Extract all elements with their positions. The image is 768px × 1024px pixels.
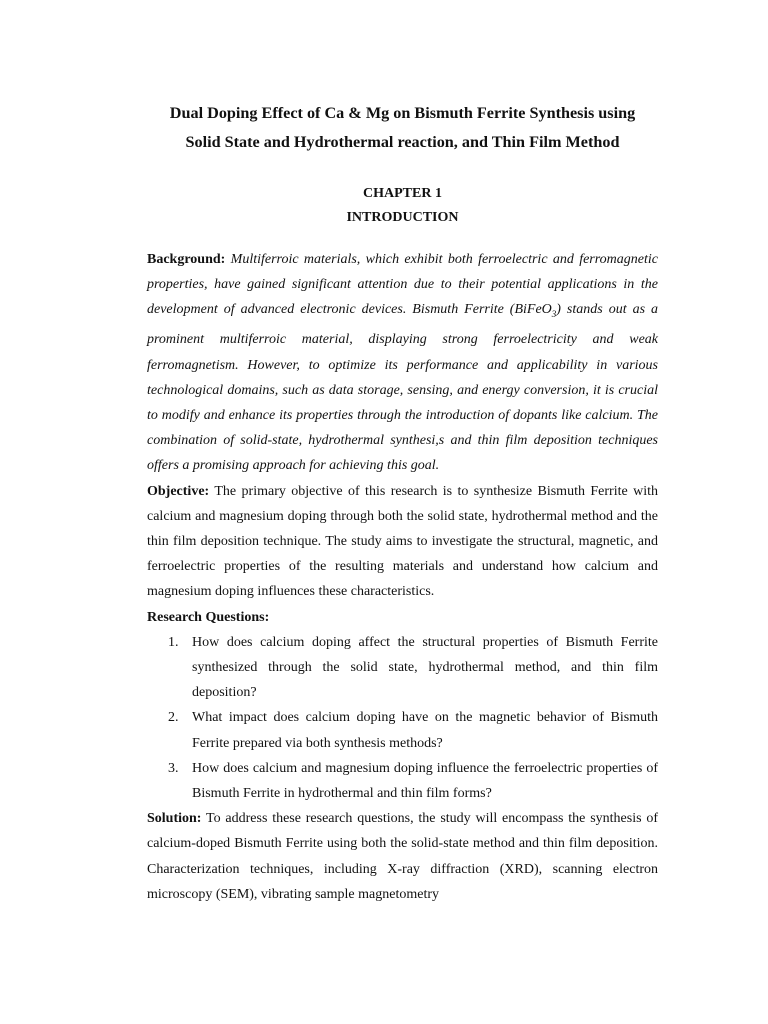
list-item-number: 1. (168, 634, 179, 650)
solution-label: Solution: (147, 811, 202, 827)
chapter-label: CHAPTER 1 (363, 186, 442, 201)
chapter-title: INTRODUCTION (346, 210, 459, 225)
list-item (147, 630, 658, 706)
document-title (147, 99, 658, 157)
title-line-2: Solid State and Hydrothermal reaction, and Thin Film Method (185, 133, 620, 151)
solution-text: To address these research questions, the study will encompass the synthesis of calcium-doped Bismuth Ferrite using both the solid-state method and thin film deposition. Characterization techniques, including X-ray diffraction (XRD), scanning electron microscopy (SEM), vibrating sample magnetometry (147, 811, 658, 902)
background-label: Background: (147, 252, 226, 267)
list-item-number: 3. (168, 760, 179, 776)
title-line-1: Dual Doping Effect of Ca & Mg on Bismuth Ferrite Synthesis using (169, 104, 636, 122)
list-item (147, 756, 658, 806)
list-item-text: What impact does calcium doping have on the magnetic behavior of Bismuth Ferrite prepared via both synthesis methods? (192, 710, 658, 751)
list-item-number: 2. (168, 710, 179, 726)
document-page (147, 96, 658, 907)
formula-subscript: 3 (551, 309, 557, 320)
list-item (147, 705, 658, 755)
objective-label: Objective: (147, 483, 210, 499)
background-text-part-1: Multiferroic materials, which exhibit both ferroelectric and ferromagnetic properties, have gained significant attention due to their potential applications in the development of advanced electronic devices. Bismuth Ferrite (BiFeO (147, 252, 658, 318)
background-text (147, 252, 658, 473)
background-text-part-2: ) stands out as a prominent multiferroic material, displaying strong ferroelectricity and weak ferromagnetism. However, to optimize its performance and applicability in various technological domains, such as data storage, sensing, and energy conversion, it is crucial to modify and enhance its properties through the introduction of dopants like calcium. The combination of solid-state, hydrothermal synthesi,s and thin film deposition techniques offers a promising approach for achieving this goal. (147, 302, 658, 474)
list-item-text: How does calcium and magnesium doping influence the ferroelectric properties of Bismuth Ferrite in hydrothermal and thin film forms? (192, 760, 658, 802)
research-questions-list (147, 630, 658, 806)
list-item-text: How does calcium doping affect the structural properties of Bismuth Ferrite synthesized through the solid state, hydrothermal method, and thin film deposition? (192, 634, 658, 701)
chapter-heading (147, 182, 658, 230)
objective-text: The primary objective of this research is to synthesize Bismuth Ferrite with calcium and magnesium doping through both the solid state, hydrothermal method and the thin film deposition technique. The study aims to investigate the structural, magnetic, and ferroelectric properties of the resulting materials and understand how calcium and magnesium doping influences these characteristics. (147, 483, 658, 600)
background-paragraph (147, 247, 658, 479)
solution-paragraph (147, 806, 658, 907)
research-questions-heading: Research Questions: (147, 609, 270, 625)
objective-paragraph (147, 479, 658, 605)
